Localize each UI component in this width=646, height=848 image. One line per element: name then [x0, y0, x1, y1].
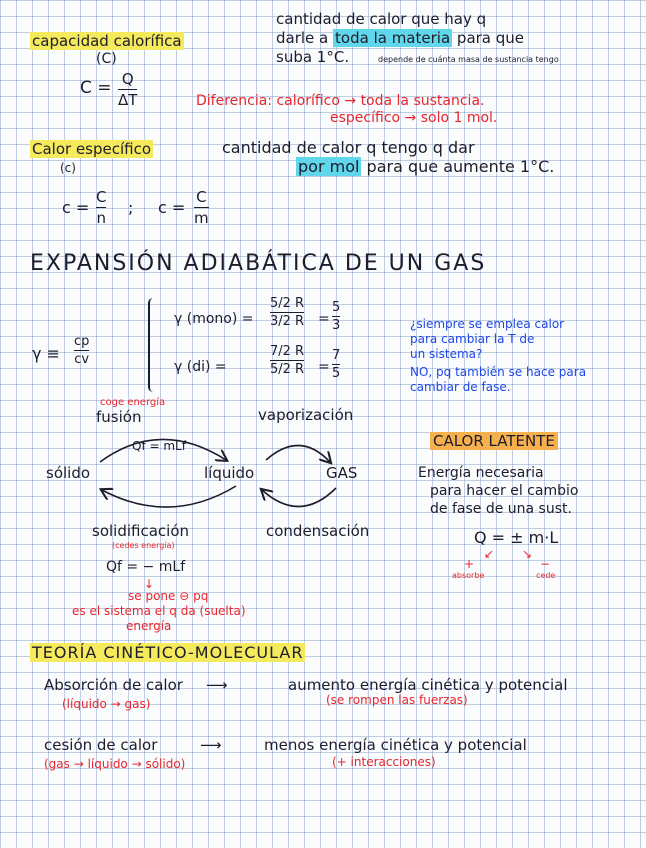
gamma-mono-result: 5 3	[332, 300, 341, 333]
heat-capacity-def-line1: cantidad de calor que hay q	[276, 10, 487, 28]
sign-note-line1: se pone ⊖ pq	[128, 589, 209, 603]
cession-arrow: ⟶	[200, 736, 222, 754]
cession-label: cesión de calor	[44, 736, 158, 754]
latent-minus-sign: −	[540, 557, 551, 571]
solid-label: sólido	[46, 464, 91, 482]
gamma-di-equals: =	[318, 359, 330, 375]
absorption-label: Absorción de calor	[44, 676, 183, 694]
difference-line2: específico → solo 1 mol.	[330, 110, 498, 126]
sign-note-line3: energía	[126, 619, 172, 633]
fusion-label: fusión	[96, 408, 142, 426]
specific-heat-def-line2: por mol para que aumente 1°C.	[298, 157, 555, 176]
adiabatic-title: EXPANSIÓN ADIABÁTICA DE UN GAS	[30, 251, 487, 276]
cession-note-right: (+ interacciones)	[332, 755, 436, 769]
gas-label: GAS	[326, 464, 358, 482]
solidification-heat-formula: Qf = − mLf	[106, 559, 186, 575]
gamma-di-fraction: 7/2 R 5/2 R	[270, 344, 305, 377]
gamma-definition-lhs: γ ≡	[32, 344, 60, 363]
specific-heat-separator: ;	[128, 198, 134, 217]
heat-capacity-term: capacidad calorífica	[32, 32, 182, 50]
heat-capacity-formula-lhs: C =	[80, 78, 112, 98]
absorption-note-right: (se rompen las fuerzas)	[326, 693, 468, 707]
specific-heat-formula1-lhs: c =	[62, 198, 90, 217]
gamma-definition-fraction: cp cv	[74, 334, 90, 367]
answer-line2: cambiar de fase.	[410, 380, 511, 394]
question-line2: para cambiar la T de	[410, 332, 535, 346]
solidification-label: solidificación	[92, 522, 190, 540]
heat-capacity-note: depende de cuánta masa de sustancia tengo	[378, 55, 559, 64]
latent-arrow-right: ↘	[522, 547, 533, 561]
heat-capacity-def-line3: suba 1°C.	[276, 48, 350, 66]
specific-heat-def-line1: cantidad de calor q tengo q dar	[222, 138, 475, 157]
latent-heat-formula: Q = ± m·L	[474, 528, 559, 547]
liquid-label: líquido	[204, 464, 255, 482]
answer-line1: NO, pq también se hace para	[410, 365, 587, 379]
gives-energy-note: (cedes energía)	[112, 541, 175, 550]
cession-result: menos energía cinética y potencial	[264, 736, 527, 754]
specific-heat-term: Calor específico	[32, 140, 152, 158]
sign-note-line2: es el sistema el q da (suelta)	[72, 604, 246, 618]
cession-note-left: (gas → líquido → sólido)	[44, 757, 186, 771]
vaporization-arrow	[266, 445, 330, 462]
gamma-mono-label: γ (mono) =	[174, 311, 254, 327]
question-line3: un sistema?	[410, 347, 483, 361]
absorption-result: aumento energía cinética y potencial	[288, 676, 568, 694]
solidification-arrow	[102, 486, 236, 507]
question-line1: ¿siempre se emplea calor	[410, 317, 565, 331]
gamma-mono-equals: =	[318, 311, 330, 327]
takes-energy-note: coge energía	[100, 397, 166, 408]
heat-capacity-symbol: (C)	[96, 51, 117, 67]
latent-heat-def-line3: de fase de una sust.	[430, 501, 572, 517]
sign-arrow: ↓	[144, 577, 155, 591]
fusion-heat-formula: Qf = mLf	[132, 439, 186, 453]
heat-capacity-def-line2: darle a toda la materia para que	[276, 29, 525, 47]
gamma-di-label: γ (di) =	[174, 359, 227, 375]
specific-heat-formula2-lhs: c =	[158, 198, 186, 217]
latent-heat-title: CALOR LATENTE	[430, 434, 558, 450]
latent-gives-note: cede	[536, 571, 556, 580]
latent-plus-sign: +	[464, 557, 475, 571]
condensation-arrow	[262, 488, 336, 507]
latent-heat-def-line2: para hacer el cambio	[430, 483, 579, 499]
absorption-arrow: ⟶	[206, 676, 228, 694]
heat-capacity-formula-fraction: Q ΔT	[118, 70, 138, 109]
absorption-note-left: (líquido → gas)	[62, 697, 151, 711]
gamma-mono-fraction: 5/2 R 3/2 R	[270, 296, 305, 329]
latent-arrow-left: ↙	[484, 547, 495, 561]
latent-heat-def-line1: Energía necesaria	[418, 465, 544, 481]
gamma-di-result: 7 5	[332, 348, 341, 381]
vaporization-label: vaporización	[258, 406, 354, 424]
specific-heat-formula1-fraction: C n	[96, 188, 107, 227]
specific-heat-formula2-fraction: C m	[194, 188, 209, 227]
specific-heat-symbol: (c)	[60, 161, 76, 175]
condensation-label: condensación	[266, 522, 370, 540]
latent-absorbs-note: absorbe	[452, 571, 485, 580]
kinetic-theory-title: TEORÍA CINÉTICO-MOLECULAR	[32, 643, 304, 662]
difference-line1: Diferencia: calorífico → toda la sustancia.	[196, 93, 485, 109]
